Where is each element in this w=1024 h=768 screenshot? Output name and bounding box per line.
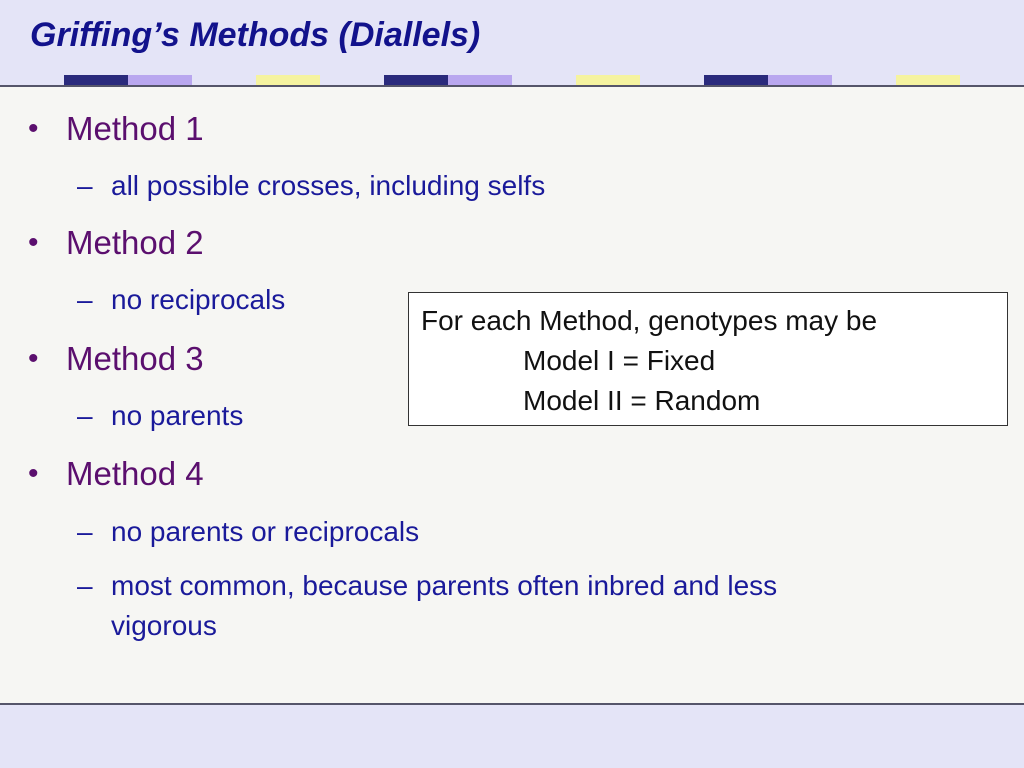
sub-item bbox=[77, 166, 546, 206]
bullet-method-2 bbox=[28, 224, 204, 262]
model-note-box bbox=[408, 292, 1008, 426]
footer-bar bbox=[0, 705, 1024, 768]
bullet-dot-icon: • bbox=[28, 226, 39, 259]
bullet-method-4 bbox=[28, 455, 204, 493]
sub-item bbox=[77, 396, 244, 436]
sub-item bbox=[77, 280, 286, 320]
bullet-dot-icon: • bbox=[28, 342, 39, 375]
dash-icon: – bbox=[77, 516, 93, 547]
bullet-label: Method 1 bbox=[66, 110, 204, 147]
bullet-method-3 bbox=[28, 340, 204, 378]
dash-icon: – bbox=[77, 170, 93, 201]
dash-icon: – bbox=[77, 570, 93, 601]
note-line-1: For each Method, genotypes may be bbox=[421, 305, 878, 336]
sub-item-text: no parents bbox=[111, 400, 244, 431]
bullet-label: Method 4 bbox=[66, 455, 204, 492]
sub-item bbox=[77, 566, 778, 606]
bullet-method-1 bbox=[28, 110, 204, 148]
sub-item-text: no parents or reciprocals bbox=[111, 516, 420, 547]
sub-item bbox=[77, 512, 420, 552]
dash-icon: – bbox=[77, 400, 93, 431]
sub-item-text: all possible crosses, including selfs bbox=[111, 170, 546, 201]
bullet-dot-icon: • bbox=[28, 457, 39, 490]
bullet-label: Method 3 bbox=[66, 340, 204, 377]
note-line-2: Model I = Fixed bbox=[523, 345, 716, 376]
sub-item-text: most common, because parents often inbred and less bbox=[111, 570, 778, 601]
dash-icon: – bbox=[77, 284, 93, 315]
sub-item-text: vigorous bbox=[111, 610, 217, 641]
bullet-label: Method 2 bbox=[66, 224, 204, 261]
bullet-dot-icon: • bbox=[28, 112, 39, 145]
sub-item-continuation bbox=[111, 606, 217, 646]
sub-item-text: no reciprocals bbox=[111, 284, 286, 315]
slide-title: Griffing’s Methods (Diallels) bbox=[30, 16, 481, 54]
note-line-3: Model II = Random bbox=[523, 385, 761, 416]
